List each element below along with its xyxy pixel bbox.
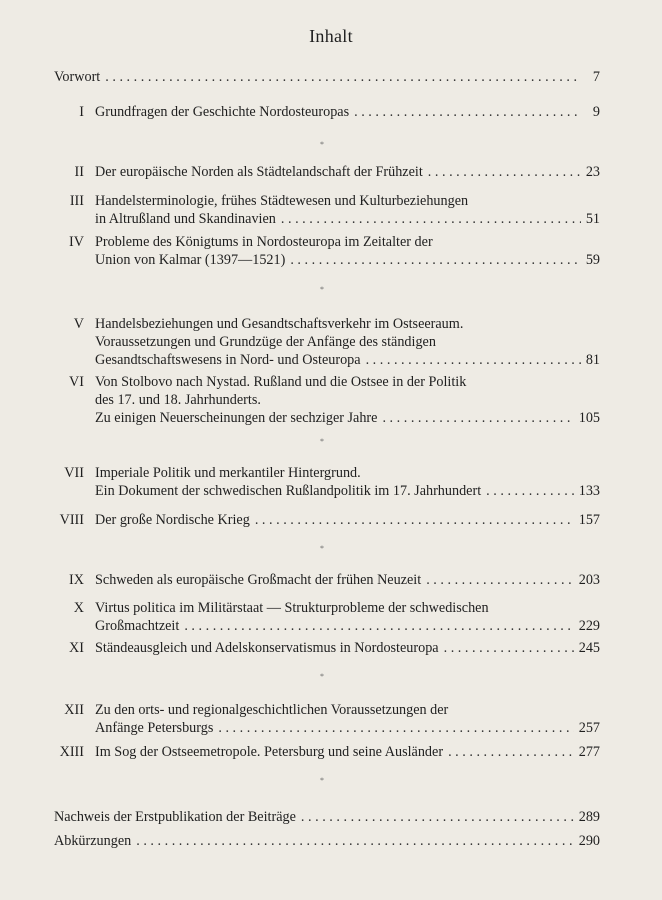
chapter-number: XII (64, 702, 84, 718)
entry-title-line: Vorwort (54, 69, 101, 85)
entry-title-line: Handelsterminologie, frühes Städtewesen und Kulturbeziehungen (95, 193, 469, 209)
section-separator-icon: * (320, 285, 324, 294)
entry-title-line: Ein Dokument der schwedischen Rußlandpolitik im 17. Jahrhundert (95, 483, 482, 499)
leader-dots (218, 719, 573, 737)
entry-title-line: Union von Kalmar (1397—1521) (95, 252, 286, 268)
chapter-number: II (74, 164, 84, 180)
leader-dots (255, 511, 574, 529)
page-number: 257 (578, 720, 600, 736)
chapter-number: VI (69, 374, 84, 390)
page-number: 157 (578, 512, 600, 528)
section-separator-icon: * (320, 544, 324, 553)
chapter-number: XI (69, 640, 84, 656)
page-number: 7 (592, 69, 600, 85)
entry-title-line: Zu einigen Neuerscheinungen der sechziger Jahre (95, 410, 378, 426)
entry-title-line: Voraussetzungen und Grundzüge der Anfänge des ständigen (95, 334, 436, 350)
entry-title-line: Schweden als europäische Großmacht der frühen Neuzeit (95, 572, 422, 588)
section-separator-icon: * (320, 140, 324, 149)
leader-dots (281, 210, 581, 228)
chapter-number: I (79, 104, 84, 120)
entry-title-line: Nachweis der Erstpublikation der Beiträge (54, 809, 296, 825)
page-number: 133 (578, 483, 600, 499)
entry-title-line: Abkürzungen (54, 833, 132, 849)
page-number: 203 (578, 572, 600, 588)
chapter-number: X (73, 600, 84, 616)
leader-dots (354, 103, 581, 121)
entry-title-line: Großmachtzeit (95, 618, 180, 634)
page-number: 290 (578, 833, 600, 849)
entry-title-line: Imperiale Politik und merkantiler Hintergrund. (95, 465, 361, 481)
entry-title-line: Der europäische Norden als Städtelandschaft der Frühzeit (95, 164, 423, 180)
leader-dots (444, 639, 574, 657)
page-number: 277 (578, 744, 600, 760)
page-number: 289 (578, 809, 600, 825)
leader-dots (290, 251, 580, 269)
entry-title-line: Grundfragen der Geschichte Nordosteuropas (95, 104, 350, 120)
entry-title-line: Ständeausgleich und Adelskonservatismus in Nordosteuropa (95, 640, 439, 656)
section-separator-icon: * (320, 437, 324, 446)
chapter-number: III (69, 193, 84, 209)
entry-title-line: Handelsbeziehungen und Gesandtschaftsverkehr im Ostseeraum. (95, 316, 464, 332)
section-separator-icon: * (320, 776, 324, 785)
leader-dots (382, 409, 573, 427)
toc-title: Inhalt (309, 26, 353, 46)
page-number: 51 (585, 211, 600, 227)
entry-title-line: Von Stolbovo nach Nystad. Rußland und die Ostsee in der Politik (95, 374, 467, 390)
leader-dots (136, 832, 573, 850)
page-number: 245 (578, 640, 600, 656)
entry-title-line: Im Sog der Ostseemetropole. Petersburg und seine Ausländer (95, 744, 444, 760)
chapter-number: V (73, 316, 84, 332)
entry-title-line: des 17. und 18. Jahrhunderts. (95, 392, 261, 408)
entry-title-line: Virtus politica im Militärstaat — Strukturprobleme der schwedischen (95, 600, 489, 616)
page-number: 9 (592, 104, 600, 120)
entry-title-line: Probleme des Königtums in Nordosteuropa im Zeitalter der (95, 234, 433, 250)
chapter-number: VII (64, 465, 84, 481)
leader-dots (184, 617, 573, 635)
page-number: 229 (578, 618, 600, 634)
leader-dots (448, 743, 574, 761)
entry-title-line: Gesandtschaftswesens in Nord- und Osteuropa (95, 352, 361, 368)
page-number: 105 (578, 410, 600, 426)
section-separator-icon: * (320, 672, 324, 681)
chapter-number: XIII (59, 744, 84, 760)
chapter-number: IV (69, 234, 84, 250)
entry-title-line: Der große Nordische Krieg (95, 512, 250, 528)
page-number: 59 (585, 252, 600, 268)
leader-dots (105, 68, 581, 86)
leader-dots (426, 571, 574, 589)
page-number: 81 (585, 352, 600, 368)
leader-dots (366, 351, 581, 369)
chapter-number: VIII (59, 512, 84, 528)
entry-title-line: Anfänge Petersburgs (95, 720, 214, 736)
page-number: 23 (585, 164, 600, 180)
leader-dots (428, 163, 581, 181)
leader-dots (486, 482, 574, 500)
leader-dots (301, 808, 574, 826)
chapter-number: IX (69, 572, 84, 588)
entry-title-line: in Altrußland und Skandinavien (95, 211, 276, 227)
entry-title-line: Zu den orts- und regionalgeschichtlichen Voraussetzungen der (95, 702, 449, 718)
